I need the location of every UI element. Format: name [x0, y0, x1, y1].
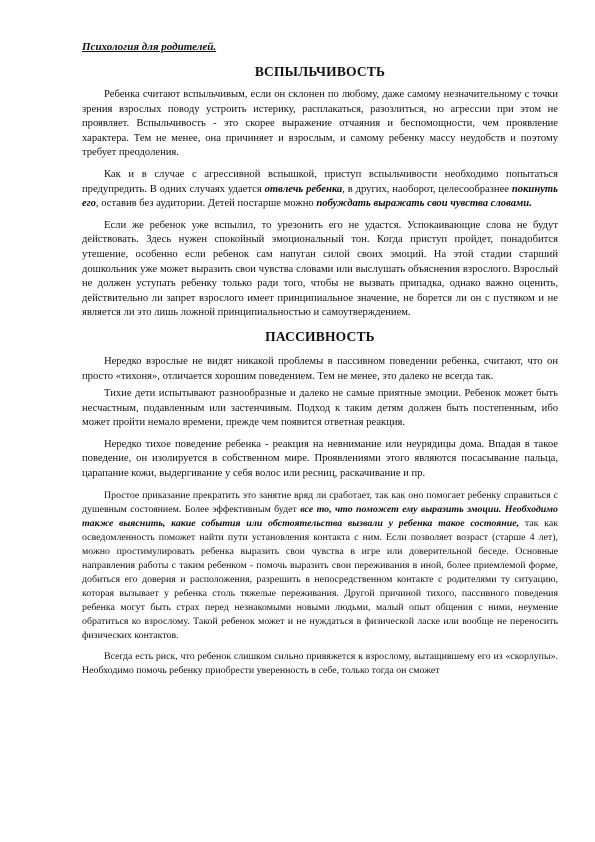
- document-page: [82, 40, 558, 681]
- paragraph-quiet-behavior-causes: Нередко тихое поведение ребенка - реакция на невнимание или неурядицы дома. Впадая в такое поведение, он изолируется в собственном мире. Проявлениями этого являются посасывание пальца, царапание кожи, выдергивание у себя волос или ресниц, раскачивание и пр.: [82, 438, 558, 480]
- section-title-passivity: ПАССИВНОСТЬ: [265, 328, 375, 344]
- paragraph-irritability-prevention: [82, 168, 558, 212]
- paragraph-attachment-risk: Всегда есть риск, что ребенок слишком сильно привяжется к взрослому, вытащившему его из «скорлупы». Необходимо помочь ребенку приобрести уверенность в себе, только тогда он сможет: [82, 650, 558, 676]
- emphasis-distract: отвлечь ребенка: [264, 183, 343, 195]
- document-header: Психология для родителей.: [82, 41, 217, 53]
- paragraph-irritability-after-outburst: Если же ребенок уже вспылил, то урезонить его не удастся. Успокаивающие слова не будут действовать. Здесь нужен спокойный эмоциональный тон. Когда приступ пройдет, понадобится утешение, особенно если ребенок сам напуган силой своих эмоций. На этой стадии старший дошкольник уже может выразить свои чувства словами или выслушать объяснения взрослого. Взрослый не должен уступать ребенку только ради того, чтобы не вызвать припадка, однако важно оценить, действительно ли запрет взрослого имеет принципиальное значение, не борется ли он с пустяком и не является ли это лишь ложной принципиальностью и самоутверждением.: [82, 219, 558, 319]
- text-run: Простое приказание прекратить это занятие вряд ли сработает, так как оно помогает ребенку справиться с душевным состоянием. Более эффективным будет: [82, 489, 558, 515]
- text-run: Как и в случае с агрессивной вспышкой, приступ вспыльчивости необходимо попытаться предупредить. В одних случаях удается: [82, 168, 558, 195]
- emphasis-express-feelings: побуждать выражать свои чувства словами.: [316, 198, 532, 210]
- text-run: , в других, наоборот, целесообразнее: [342, 183, 512, 195]
- text-run: так как осведомленность поможет найти пути установления контакта с ним. Если позволяет возраст (старше 4 лет), можно простимулировать ребенка выразить свои чувства в игре или доверительной беседе. Основные направления работы с таким ребенком - помочь выразить свои переживания в иной, более приемлемой форме, добиться его доверия и расположения, разрешить в непосредственном контакте с родителями ту ситуацию, которая вызывает у ребенка столь тяжелые переживания. Другой причиной тихого, пассивного поведения ребенка могут быть страх перед незнакомыми новыми людьми, малый опыт общения с ними, неумение обратиться ко взрослому. Такой ребенок может и не нуждаться в физической ласке или вообще не переносить физических контактов.: [82, 517, 558, 641]
- text-run: , оставив без аудитории. Детей постарше можно: [95, 198, 317, 210]
- emphasis-leave: покинуть его: [82, 183, 558, 210]
- emphasis-express-emotions: все то, что поможет ему выразить эмоции. Необходимо также выяснить, какие события или обстоятельства вызвали у ребенка такое состояние,: [82, 503, 558, 529]
- paragraph-passivity-intro: Нередко взрослые не видят никакой проблемы в пассивном поведении ребенка, считают, что он просто «тихоня», отличается хорошим поведением. Тем не менее, это далеко не всегда так.: [82, 355, 558, 382]
- paragraph-irritability-definition: Ребенка считают вспыльчивым, если он склонен по любому, даже самому незначительному с точки зрения взрослых поводу устроить истерику, расплакаться, разозлиться, но агрессии при этом не проявляет. Вспыльчивость - это скорее выражение отчаяния и беспомощности, чем проявление характера. Тем не менее, она причиняет и взрослым, и самому ребенку массу неудобств и поэтому требует преодоления.: [82, 89, 558, 159]
- paragraph-helping-express-emotions: [82, 489, 558, 643]
- paragraph-quiet-children: Тихие дети испытывают разнообразные и далеко не самые приятные эмоции. Ребенок может быть несчастным, подавленным или застенчивым. Подход к таким детям должен быть постепенным, ибо может пройти немало времени, прежде чем появится ответная реакция.: [82, 388, 558, 429]
- section-title-irritability: ВСПЫЛЬЧИВОСТЬ: [254, 64, 386, 79]
